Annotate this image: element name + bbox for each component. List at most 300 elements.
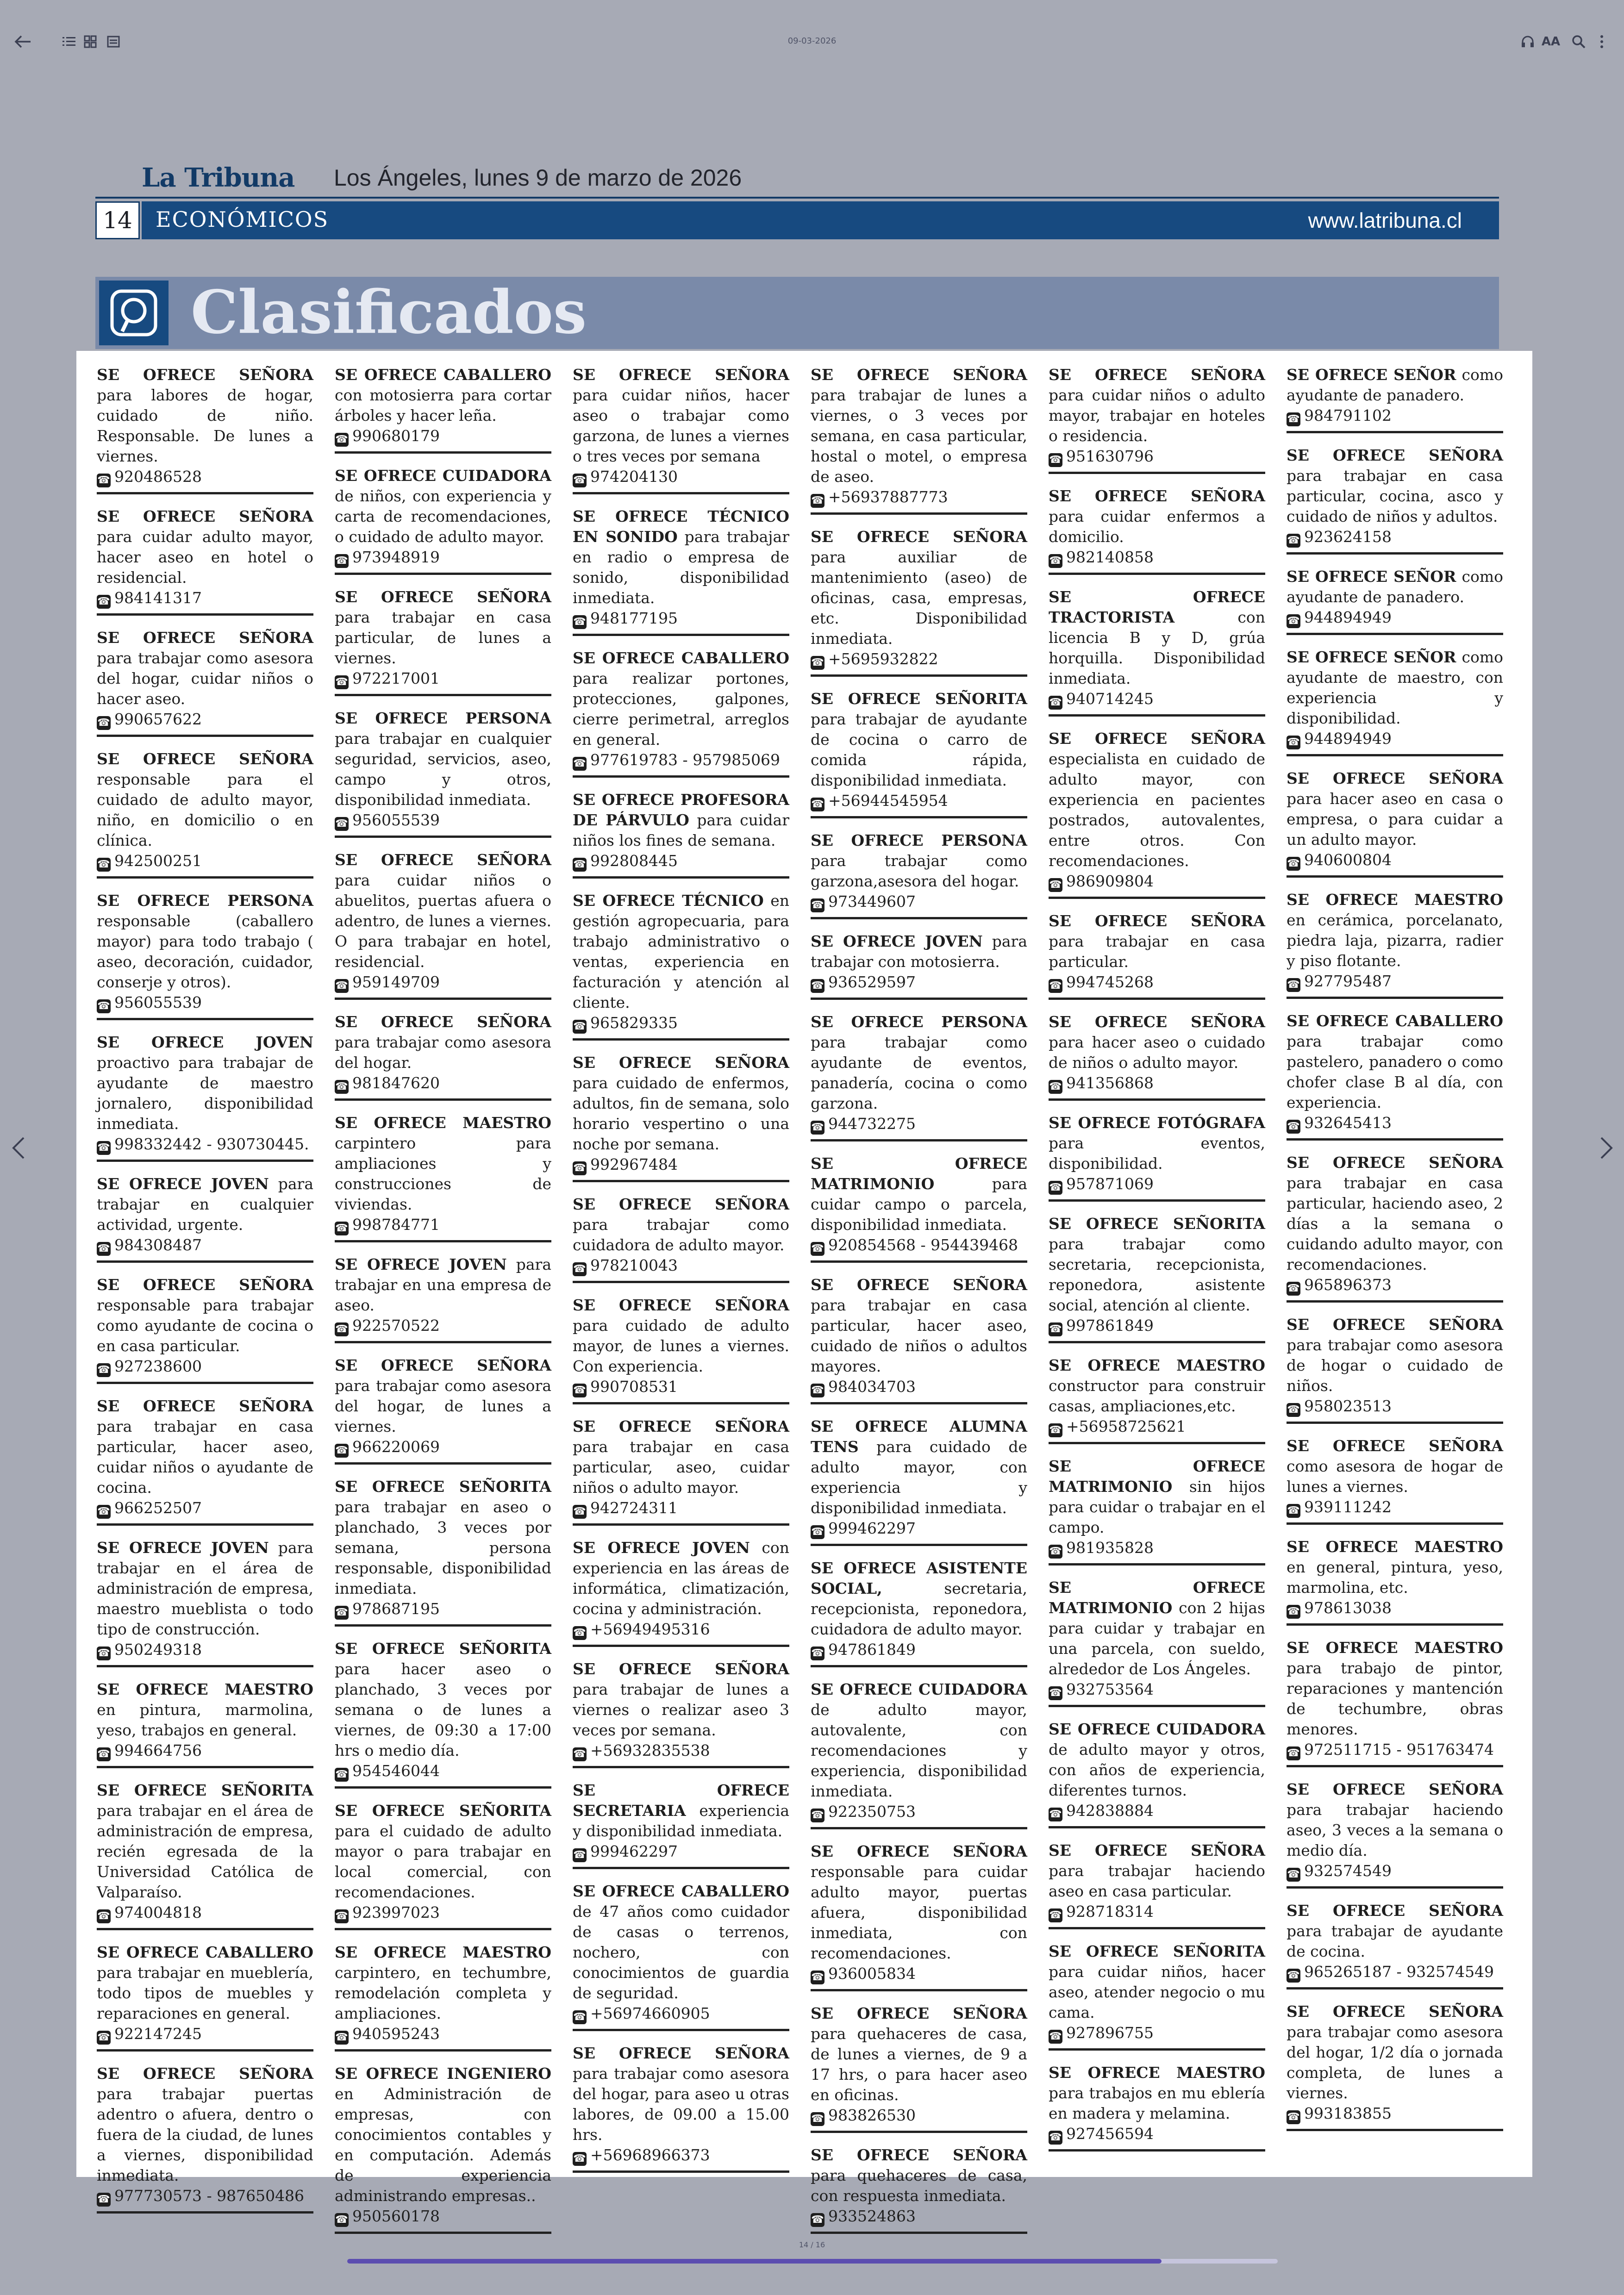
ad-text <box>811 1558 1027 1640</box>
ad-body: para trabajar en mueblería, todo tipos de muebles y reparaciones en general. <box>97 1964 313 2022</box>
classified-ad <box>1287 567 1503 635</box>
phone-number: 994664756 <box>114 1741 202 1759</box>
phone-icon: ☎ <box>1287 1746 1300 1760</box>
ad-text <box>1049 1456 1265 1538</box>
reading-progress-bar[interactable] <box>347 2259 1278 2264</box>
ad-text <box>97 1396 313 1498</box>
classified-ad <box>1049 1840 1265 1929</box>
ad-heading: SE OFRECE TRACTORISTA <box>1049 588 1265 626</box>
phone-number: +56968966373 <box>590 2146 710 2164</box>
ad-text <box>573 1416 789 1498</box>
ad-body: para trabajar en cualquier seguridad, servicios, aseo, campo y otros, disponibilidad inmediata. <box>335 730 551 809</box>
phone-icon: ☎ <box>97 2031 111 2045</box>
phone-number: +56958725621 <box>1066 1417 1186 1435</box>
classified-ad <box>97 1780 313 1930</box>
classified-ad <box>573 891 789 1041</box>
phone-number: 936005834 <box>828 1964 916 1983</box>
ad-body: para cuidar campo o parcela, disponibilidad inmediata. <box>811 1175 1027 1234</box>
ad-body: para trabajar de lunes a viernes, o 3 veces por semana, en casa particular, hostal o motel, o empresa de aseo. <box>811 386 1027 486</box>
ad-body: para trabajar como asesora del hogar, para aseo u otras labores, de 09.00 a 15.00 hrs. <box>573 2064 789 2144</box>
ad-heading: SE OFRECE FOTÓGRAFA <box>1049 1114 1265 1132</box>
classified-ad <box>97 1396 313 1526</box>
ad-body: para cuidar adulto mayor, hacer aseo en hotel o residencial. <box>97 528 313 586</box>
phone-icon: ☎ <box>573 1848 587 1862</box>
reader-toolbar <box>0 0 1624 83</box>
ad-phone <box>811 1964 1027 1984</box>
ad-phone <box>811 972 1027 993</box>
phone-number: 965896373 <box>1304 1276 1392 1294</box>
phone-number: 958023513 <box>1304 1397 1392 1415</box>
ad-body: responsable para cuidar adulto mayor, puertas afuera, disponibilidad inmediata, con recomendaciones. <box>811 1863 1027 1962</box>
classified-ad <box>1287 1537 1503 1626</box>
ad-phone <box>573 1013 789 1034</box>
phone-icon: ☎ <box>573 1505 587 1519</box>
phone-number: 982140858 <box>1066 548 1154 566</box>
ad-text <box>335 1012 551 1073</box>
ad-body: para trabajar en el área de administración de empresa, recién egresada de la Universidad Católica de Valparaíso. <box>97 1802 313 1901</box>
toolbar-date: 09-03-2026 <box>787 36 837 46</box>
ad-phone <box>97 2024 313 2045</box>
newspaper-masthead <box>95 160 1499 201</box>
ad-heading: SE OFRECE CABALLERO <box>573 649 789 667</box>
ad-body: para hacer aseo o planchado, 3 veces por semana o de lunes a viernes, de 09:30 a 17:00 hrs o medio día. <box>335 1660 551 1759</box>
classified-ad <box>573 365 789 494</box>
ad-body: para trabajo de pintor, reparaciones y mantención de techumbre, obras menores. <box>1287 1659 1503 1738</box>
phone-number: +5695932822 <box>828 650 938 668</box>
ad-phone <box>573 1841 789 1862</box>
ad-text <box>1287 1011 1503 1113</box>
ad-heading: SE OFRECE SEÑORA <box>1049 366 1265 384</box>
classified-ad <box>335 1801 551 1930</box>
ad-heading: SE OFRECE SEÑORA <box>1049 730 1265 748</box>
ad-phone <box>811 1235 1027 1256</box>
phone-icon: ☎ <box>1287 534 1300 548</box>
phone-icon: ☎ <box>97 1141 111 1155</box>
classified-ad <box>335 2064 551 2234</box>
ad-phone <box>573 1154 789 1175</box>
ad-text <box>335 708 551 810</box>
ad-heading: SE OFRECE SEÑORA <box>97 750 313 768</box>
classified-ad <box>97 891 313 1020</box>
ad-text <box>1049 911 1265 972</box>
ad-text <box>1049 365 1265 446</box>
ad-body: para cuidado de adulto mayor, de lunes a viernes. Con experiencia. <box>573 1316 789 1375</box>
phone-icon: ☎ <box>1049 1322 1062 1336</box>
ad-heading: SE OFRECE PROFESORA DE PÁRVULO <box>573 791 789 829</box>
ad-heading: SE OFRECE SEÑORA <box>97 1397 313 1415</box>
ad-heading: SE OFRECE SEÑOR <box>1287 648 1456 666</box>
phone-icon: ☎ <box>335 2213 349 2227</box>
classified-ad <box>97 1032 313 1162</box>
ad-body: para cuidar niños o abuelitos, puertas afuera o adentro, de lunes a viernes. O para trabajar en hotel, residencial. <box>335 871 551 971</box>
classified-ad <box>573 2043 789 2173</box>
ad-body: constructor para construir casas, ampliaciones,etc. <box>1049 1377 1265 1415</box>
ad-text <box>1287 1638 1503 1740</box>
ad-phone <box>97 709 313 730</box>
phone-icon: ☎ <box>811 1384 824 1397</box>
ad-body: para trabajar en casa particular, de lunes a viernes. <box>335 608 551 667</box>
ad-phone <box>573 1255 789 1276</box>
ad-text <box>97 749 313 851</box>
classified-ad <box>97 2064 313 2214</box>
phone-number: 990680179 <box>352 427 440 445</box>
ad-text <box>97 1275 313 1356</box>
phone-number: 965265187 - 932574549 <box>1304 1963 1494 1981</box>
ad-phone <box>1049 1174 1265 1195</box>
ad-heading: SE OFRECE SEÑORA <box>811 2004 1027 2022</box>
classified-ad <box>1287 647 1503 756</box>
phone-icon: ☎ <box>1287 1605 1300 1619</box>
phone-icon: ☎ <box>97 474 111 487</box>
ad-text <box>97 2064 313 2186</box>
ad-text <box>573 891 789 1013</box>
phone-icon: ☎ <box>811 494 824 508</box>
ad-body: para trabajar en casa particular, cocina, asco y cuidado de niños y adultos. <box>1287 467 1503 525</box>
classified-ad <box>811 1275 1027 1404</box>
section-band <box>142 201 1499 239</box>
ads-column-3 <box>573 365 789 2185</box>
ad-text <box>1049 1214 1265 1316</box>
ad-heading: SE OFRECE JOVEN <box>97 1539 269 1557</box>
phone-number: 973948919 <box>352 548 440 566</box>
ad-phone <box>335 1599 551 1620</box>
phone-number: 972511715 - 951763474 <box>1304 1740 1494 1759</box>
ad-text <box>335 1801 551 1902</box>
classified-ad <box>335 1942 551 2052</box>
classified-ad <box>573 1780 789 1869</box>
phone-icon: ☎ <box>1287 736 1300 749</box>
ad-heading: SE OFRECE SEÑORA <box>811 366 1027 384</box>
classified-ad <box>1287 1638 1503 1767</box>
ad-phone <box>97 1640 313 1660</box>
ad-heading: SE OFRECE INGENIERO <box>335 2064 551 2083</box>
phone-number: 940595243 <box>352 2025 440 2043</box>
ad-body: como ayudante de maestro, con experiencia y disponibilidad. <box>1287 648 1504 727</box>
phone-icon: ☎ <box>1049 1545 1062 1559</box>
ad-phone <box>1287 1113 1503 1134</box>
phone-icon: ☎ <box>573 2152 587 2166</box>
phone-icon: ☎ <box>573 757 587 771</box>
ad-heading: SE OFRECE SEÑORA <box>573 1296 789 1314</box>
classified-ad <box>573 1053 789 1182</box>
previous-page-arrow-icon[interactable] <box>5 1129 32 1166</box>
classified-ad <box>335 1012 551 1101</box>
ad-phone <box>573 467 789 487</box>
phone-number: 927238600 <box>114 1357 202 1375</box>
ad-body: especialista en cuidado de adulto mayor, con experiencia en pacientes postrados, autovalentes, entre otros. Con recomendaciones. <box>1049 750 1265 870</box>
ad-text <box>1049 486 1265 547</box>
ad-phone <box>573 750 789 771</box>
classified-ad <box>1049 486 1265 575</box>
ad-text <box>573 648 789 750</box>
ad-body: en general, pintura, yeso, marmolina, etc. <box>1287 1558 1503 1597</box>
ad-body: para trabajar puertas adentro o afuera, dentro o fuera de la ciudad, de lunes a viernes, disponibilidad inmediata. <box>97 2085 313 2184</box>
ad-body: con motosierra para cortar árboles y hacer leña. <box>335 386 551 424</box>
ad-heading: SE OFRECE ALUMNA TENS <box>811 1417 1027 1456</box>
phone-icon: ☎ <box>335 1222 349 1235</box>
ad-text <box>1287 647 1503 729</box>
classified-ad <box>573 1194 789 1283</box>
phone-icon: ☎ <box>573 615 587 629</box>
classified-ad <box>573 1538 789 1647</box>
classified-ad <box>573 1881 789 2031</box>
ad-phone <box>335 972 551 993</box>
classified-ad <box>335 587 551 696</box>
ad-phone <box>1287 1740 1503 1760</box>
ad-body: para quehaceres de casa, de lunes a viernes, de 9 a 17 hrs, o para hacer aseo en oficinas. <box>811 2025 1027 2104</box>
phone-number: 920854568 - 954439468 <box>828 1236 1018 1254</box>
phone-number: 936529597 <box>828 973 916 991</box>
ad-heading: SE OFRECE SEÑORITA <box>335 1802 551 1820</box>
ad-text <box>1049 1355 1265 1416</box>
ad-phone <box>97 467 313 487</box>
ad-phone <box>1287 729 1503 749</box>
phone-number: 942838884 <box>1066 1802 1154 1820</box>
ad-heading: SE OFRECE SEÑORA <box>335 851 551 869</box>
ad-heading: SE OFRECE SEÑORA <box>335 588 551 606</box>
phone-number: 920486528 <box>114 468 202 486</box>
phone-number: 940714245 <box>1066 690 1154 708</box>
ad-body: como asesora de hogar de lunes a viernes. <box>1287 1457 1503 1496</box>
ad-body: con licencia B y D, grúa horquilla. Disponibilidad inmediata. <box>1049 608 1265 687</box>
phone-icon: ☎ <box>335 979 349 993</box>
ad-text <box>1049 587 1265 689</box>
ad-heading: SE OFRECE SEÑORITA <box>97 1781 313 1799</box>
ad-heading: SE OFRECE CUIDADORA <box>1049 1720 1265 1738</box>
ad-phone <box>1049 1316 1265 1336</box>
ad-body: para trabajar en casa particular, hacer aseo, cuidar niños o ayudante de cocina. <box>97 1417 313 1497</box>
ad-text <box>811 689 1027 791</box>
phone-icon: ☎ <box>811 2213 824 2227</box>
ad-text <box>811 1154 1027 1235</box>
ad-body: para cuidado de enfermos, adultos, fin de semana, solo horario vespertino o una noche por semana. <box>573 1074 789 1153</box>
phone-number: 984034703 <box>828 1378 916 1396</box>
classified-ad <box>1287 1779 1503 1889</box>
phone-icon: ☎ <box>1287 1868 1300 1882</box>
ad-body: para trabajar como secretaria, recepcionista, reponedora, asistente social, atención al cliente. <box>1049 1235 1265 1314</box>
ad-phone <box>97 1356 313 1377</box>
ad-phone <box>1287 607 1503 628</box>
ad-text <box>97 1538 313 1640</box>
phone-number: 994745268 <box>1066 973 1154 991</box>
phone-icon: ☎ <box>811 798 824 811</box>
ad-heading: SE OFRECE MAESTRO <box>1287 1639 1503 1657</box>
ad-phone <box>573 1740 789 1761</box>
ad-phone <box>1049 1538 1265 1559</box>
ad-phone <box>573 851 789 872</box>
ad-text <box>1287 1315 1503 1396</box>
phone-icon: ☎ <box>97 2193 111 2207</box>
ad-text <box>811 2145 1027 2206</box>
ad-phone <box>335 547 551 568</box>
classified-ad <box>811 1154 1027 1263</box>
ad-text <box>573 365 789 467</box>
ad-heading: SE OFRECE MAESTRO <box>1049 1356 1265 1374</box>
ad-body: para hacer aseo o cuidado de niños o adulto mayor. <box>1049 1033 1265 1072</box>
ad-heading: SE OFRECE SEÑORA <box>97 629 313 647</box>
ad-heading: SE OFRECE PERSONA <box>811 831 1027 849</box>
ad-text <box>811 1012 1027 1114</box>
phone-number: 993183855 <box>1304 2104 1392 2122</box>
phone-number: 984791102 <box>1304 406 1392 424</box>
phone-icon: ☎ <box>335 554 349 568</box>
ad-text <box>1049 1578 1265 1679</box>
classified-ad <box>811 1841 1027 1991</box>
classified-ad <box>811 1416 1027 1546</box>
next-page-arrow-icon[interactable] <box>1593 1129 1620 1166</box>
ad-text <box>1287 567 1503 607</box>
phone-number: 944732275 <box>828 1115 916 1133</box>
ad-text <box>335 587 551 668</box>
classified-ad <box>811 1679 1027 1829</box>
ad-body: para trabajar en casa particular, hacer aseo, cuidado de niños o adultos mayores. <box>811 1296 1027 1375</box>
ad-phone <box>1049 2023 1265 2044</box>
phone-icon: ☎ <box>1287 1504 1300 1518</box>
phone-icon: ☎ <box>1049 2030 1062 2044</box>
ad-heading: SE OFRECE CABALLERO <box>573 1882 789 1900</box>
classified-ad <box>1287 890 1503 999</box>
ads-column-1 <box>97 365 313 2226</box>
phone-number: 950249318 <box>114 1640 202 1659</box>
phone-number: 973449607 <box>828 892 916 911</box>
ad-heading: SE OFRECE MATRIMONIO <box>1049 1578 1265 1617</box>
ad-phone <box>1287 1861 1503 1882</box>
classified-ad <box>97 628 313 737</box>
ad-phone <box>1287 850 1503 871</box>
ad-phone <box>335 2206 551 2227</box>
ad-phone <box>573 608 789 629</box>
phone-number: 939111242 <box>1304 1498 1392 1516</box>
ad-body: para trabajar como asesora de hogar o cuidado de niños. <box>1287 1336 1503 1395</box>
phone-icon: ☎ <box>1287 412 1300 426</box>
phone-icon: ☎ <box>573 1747 587 1761</box>
ad-body: proactivo para trabajar de ayudante de maestro jornalero, disponibilidad inmediata. <box>97 1054 313 1133</box>
ad-body: para trabajar como pastelero, panadero o como chofer clase B al día, con experiencia. <box>1287 1032 1503 1111</box>
ad-heading: SE OFRECE CUIDADORA <box>335 467 551 485</box>
phone-number: 999462297 <box>590 1842 678 1860</box>
phone-icon: ☎ <box>97 1242 111 1256</box>
ad-body: para trabajar en casa particular, aseo, cuidar niños o adulto mayor. <box>573 1438 789 1497</box>
phone-icon: ☎ <box>811 1809 824 1822</box>
ad-body: para trabajar como garzona,asesora del hogar. <box>811 852 1027 890</box>
ad-text <box>1287 365 1503 405</box>
ad-body: para trabajar como asesora del hogar. <box>335 1033 551 1072</box>
page-number: 14 <box>95 201 140 239</box>
ad-body: para trabajar haciendo aseo, 3 veces a la semana o medio día. <box>1287 1801 1503 1859</box>
ad-phone <box>811 1802 1027 1822</box>
classified-ad <box>1049 587 1265 717</box>
phone-icon: ☎ <box>573 1262 587 1276</box>
ad-text <box>97 1032 313 1134</box>
phone-icon: ☎ <box>1049 1423 1062 1437</box>
ad-phone <box>811 487 1027 508</box>
ad-phone <box>811 649 1027 670</box>
classified-ad <box>335 365 551 454</box>
ad-heading: SE OFRECE TÉCNICO EN SONIDO <box>573 507 789 546</box>
text-size-icon[interactable]: AA <box>1541 35 1561 49</box>
classified-ad <box>573 1295 789 1404</box>
phone-number: 974004818 <box>114 1903 202 1921</box>
phone-icon: ☎ <box>1287 2110 1300 2124</box>
ad-text <box>811 1416 1027 1518</box>
classified-ad <box>97 1538 313 1667</box>
phone-icon: ☎ <box>1049 696 1062 710</box>
ad-body: para cuidar niños, hacer aseo o trabajar como garzona, de lunes a viernes o tres veces por semana <box>573 386 789 465</box>
ad-heading: SE OFRECE SEÑORA <box>335 1013 551 1031</box>
phone-number: 990708531 <box>590 1378 678 1396</box>
phone-number: 983826530 <box>828 2106 916 2124</box>
ad-body: para cuidado de adulto mayor, con experiencia y disponibilidad inmediata. <box>811 1438 1027 1517</box>
ad-text <box>573 1881 789 2003</box>
ad-body: en pintura, marmolina, yeso, trabajos en general. <box>97 1701 313 1739</box>
phone-icon: ☎ <box>811 1242 824 1256</box>
ad-text <box>1287 1901 1503 1962</box>
phone-number: 966220069 <box>352 1438 440 1456</box>
ad-text <box>573 1053 789 1154</box>
ad-body: para trabajar en cualquier actividad, urgente. <box>97 1175 313 1234</box>
classified-ad <box>97 749 313 879</box>
ad-body: para hacer aseo en casa o empresa, o para cuidar a un adulto mayor. <box>1287 790 1503 848</box>
ad-body: experiencia y disponibilidad inmediata. <box>573 1802 789 1840</box>
ad-heading: SE OFRECE CABALLERO <box>335 366 551 384</box>
phone-icon: ☎ <box>1049 2131 1062 2145</box>
ad-heading: SE OFRECE SEÑORITA <box>335 1478 551 1496</box>
phone-icon: ☎ <box>97 716 111 730</box>
classified-ad <box>1287 1315 1503 1424</box>
ad-heading: SE OFRECE SEÑORA <box>1049 487 1265 505</box>
ad-heading: SE OFRECE ASISTENTE SOCIAL, <box>811 1559 1027 1597</box>
ad-heading: SE OFRECE SEÑORA <box>1287 446 1503 464</box>
phone-icon: ☎ <box>1049 1686 1062 1700</box>
ad-body: para labores de hogar, cuidado de niño. Responsable. De lunes a viernes. <box>97 386 313 465</box>
ad-body: para cuidar niños los fines de semana. <box>573 811 790 849</box>
ad-text <box>573 1295 789 1377</box>
ad-phone <box>811 1518 1027 1539</box>
classified-ad <box>335 850 551 1000</box>
classified-ad <box>573 1416 789 1526</box>
phone-icon: ☎ <box>573 1020 587 1034</box>
ad-text <box>573 790 789 851</box>
more-vertical-icon[interactable] <box>1588 28 1616 56</box>
phone-number: 951630796 <box>1066 447 1154 465</box>
ad-phone <box>335 426 551 447</box>
phone-number: 974204130 <box>590 468 678 486</box>
ad-phone <box>1049 1679 1265 1700</box>
ad-body: para trabajar de lunes a viernes o realizar aseo 3 veces por semana. <box>573 1680 789 1739</box>
phone-icon: ☎ <box>335 1768 349 1782</box>
ad-body: con experiencia en las áreas de informática, climatización, cocina y administración. <box>573 1539 789 1618</box>
classified-ad <box>1287 365 1503 433</box>
phone-number: 923997023 <box>352 1903 440 1921</box>
phone-number: 984141317 <box>114 589 202 607</box>
ad-body: para trabajar de ayudante de cocina o carro de comida rápida, disponibilidad inmediata. <box>811 710 1027 789</box>
classified-ad <box>811 2145 1027 2234</box>
phone-icon: ☎ <box>1049 554 1062 568</box>
phone-icon: ☎ <box>335 1444 349 1458</box>
classifieds-banner <box>95 277 1499 349</box>
phone-number: 932574549 <box>1304 1862 1392 1880</box>
ad-phone <box>811 1377 1027 1397</box>
ad-phone <box>1049 1073 1265 1094</box>
ad-phone <box>335 1073 551 1094</box>
phone-icon: ☎ <box>1287 857 1300 871</box>
ad-text <box>97 1174 313 1235</box>
ad-phone <box>811 1114 1027 1135</box>
ad-heading: SE OFRECE SEÑORA <box>1287 1154 1503 1172</box>
phone-number: 998332442 - 930730445. <box>114 1135 309 1153</box>
phone-number: 956055539 <box>114 993 202 1011</box>
ad-text <box>335 1477 551 1599</box>
